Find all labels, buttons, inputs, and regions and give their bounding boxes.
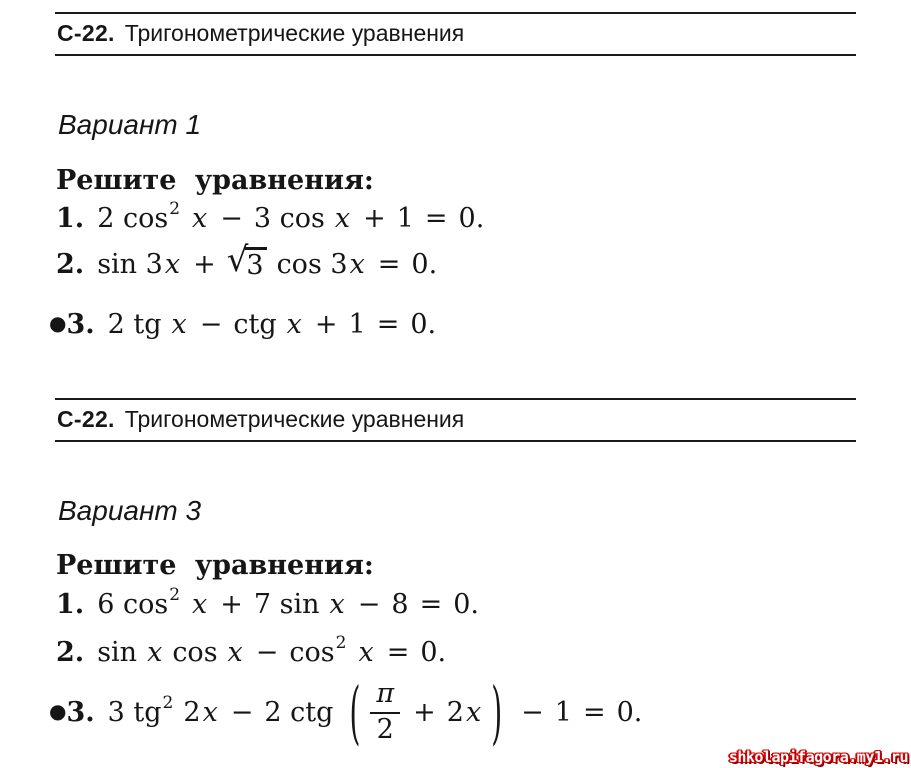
variant-label: Вариант 1 <box>58 109 202 140</box>
radical-icon: √ <box>226 240 249 280</box>
equation-row: 1. 2 cos 2 x − 3 cos x + 1 = 0. <box>56 199 485 234</box>
equation-row: 1. 6 cos 2 x + 7 sin x − 8 = 0. <box>56 585 479 620</box>
site-watermark: shkolapifagora.my1.ru <box>728 748 908 766</box>
equation-row: 2. sin 3 x + √ 3 cos 3 x = 0. <box>56 240 438 281</box>
equation-number: 1. <box>56 202 85 234</box>
big-paren-close: ) <box>491 671 503 753</box>
equation-number: 2. <box>56 636 85 668</box>
equations-list <box>49 197 485 345</box>
equation-number: 3. <box>66 696 95 728</box>
section-header <box>55 398 856 442</box>
equation-row: ● 3. 3 tg 2 2 x − 2 ctg ( π 2 + 2 x ) − 1 = 0. <box>49 671 643 753</box>
equation-row: ● 3. 2 tg x − ctg x + 1 = 0. <box>49 308 437 340</box>
section-header <box>55 12 856 56</box>
section-title: Тригонометрические уравнения <box>124 20 465 46</box>
prompt-text: Решите уравнения: <box>56 165 374 196</box>
equation-number: 1. <box>56 588 85 620</box>
equation-row: 2. sin x cos x − cos 2 x = 0. <box>56 633 447 668</box>
equation-number: 2. <box>56 248 85 280</box>
section-code: С-22. <box>57 406 115 432</box>
equations-list <box>49 583 643 753</box>
section-title: Тригонометрические уравнения <box>124 406 465 432</box>
bullet-icon: ● <box>49 311 67 335</box>
section-code: С-22. <box>57 20 115 46</box>
radical-sign: √ 3 <box>227 247 267 281</box>
fraction: π 2 <box>370 680 400 744</box>
variant-label: Вариант 3 <box>58 495 202 526</box>
big-paren-open: ( <box>349 671 361 753</box>
bullet-icon: ● <box>49 699 67 723</box>
equation-number: 3. <box>66 308 95 340</box>
prompt-text: Решите уравнения: <box>56 550 374 581</box>
